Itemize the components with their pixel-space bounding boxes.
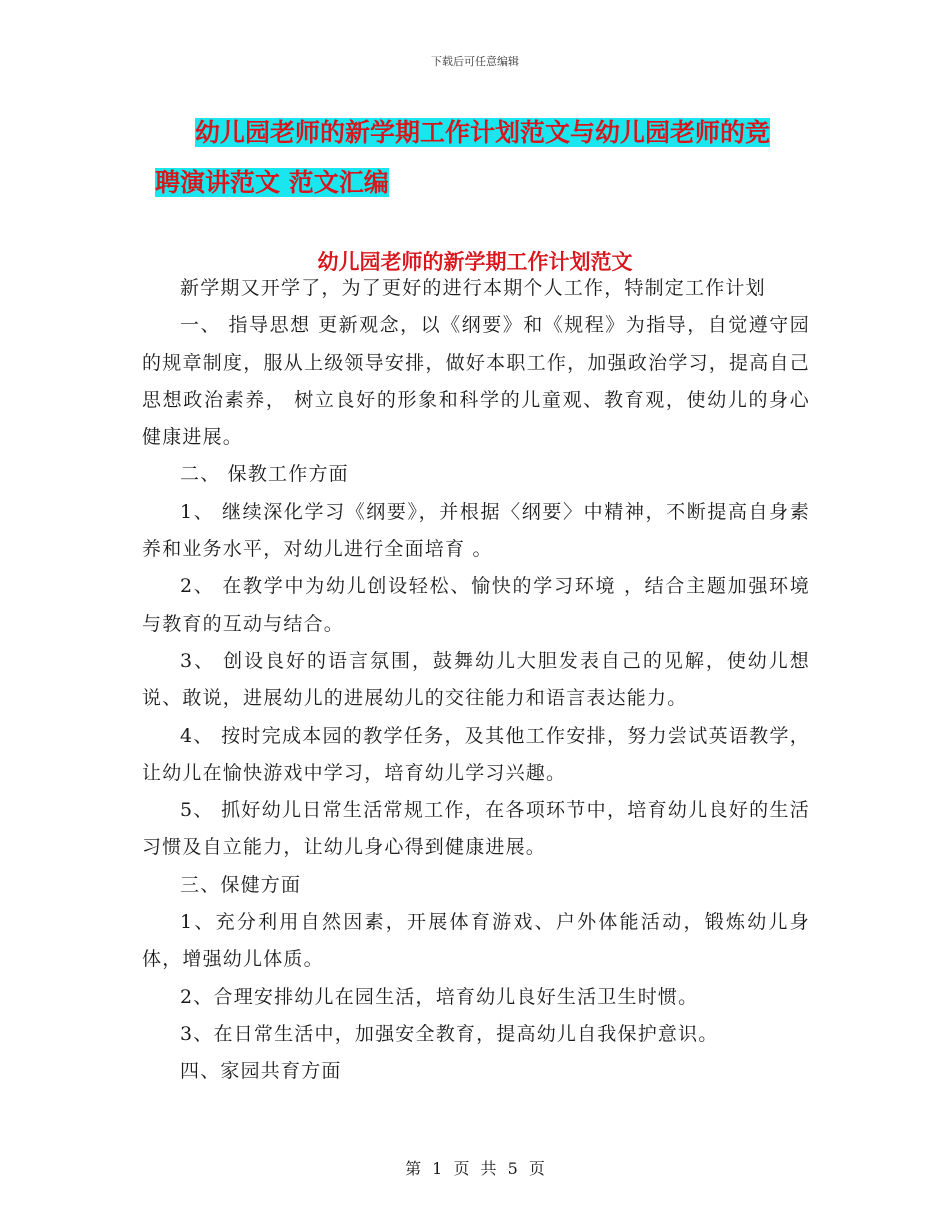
paragraph: 三、保健方面 (180, 873, 302, 896)
paragraph: 1、充分利用自然因素，开展体育游戏、户外体能活动，锻炼幼儿身体，增强幼儿体质。 (142, 911, 810, 971)
title-line-1: 幼儿园老师的新学期工作计划范文与幼儿园老师的竞 (195, 118, 771, 147)
body-text (142, 270, 810, 1091)
paragraph: 二、 保教工作方面 (180, 463, 349, 486)
document-title (155, 108, 815, 208)
header-note: 下载后可任意编辑 (431, 55, 519, 68)
paragraph: 新学期又开学了，为了更好的进行本期个人工作，特制定工作计划 (180, 277, 766, 299)
paragraph: 2、合理安排幼儿在园生活，培育幼儿良好生活卫生时惯。 (180, 985, 699, 1008)
paragraph: 一、 指导思想 更新观念，以《纲要》和《规程》为指导，自觉遵守园的规章制度，服从上级领导安排，做好本职工作，加强政治学习，提高自己思想政治素养， 树立良好的形象和科学的儿童观、教育观，使幼儿的身心健康进展。 (142, 314, 810, 449)
paragraph: 2、 在教学中为幼儿创设轻松、愉快的学习环境 ，结合主题加强环境与教育的互动与结合。 (142, 575, 810, 635)
paragraph: 3、 创设良好的语言氛围，鼓舞幼儿大胆发表自己的见解，使幼儿想说、敢说，进展幼儿的进展幼儿的交往能力和语言表达能力。 (142, 649, 810, 710)
paragraph: 3、在日常生活中，加强安全教育，提高幼儿自我保护意识。 (180, 1022, 719, 1045)
page-footer: 第 1 页 共 5 页 (405, 1159, 545, 1178)
title-line-2: 聘演讲范文 范文汇编 (155, 168, 389, 197)
paragraph: 5、 抓好幼儿日常生活常规工作，在各项环节中，培育幼儿良好的生活习惯及自立能力，让幼儿身心得到健康进展。 (142, 799, 810, 859)
paragraph: 四、家园共育方面 (180, 1060, 342, 1083)
paragraph: 4、 按时完成本园的教学任务，及其他工作安排，努力尝试英语教学，让幼儿在愉快游戏中学习，培育幼儿学习兴趣。 (142, 724, 810, 784)
paragraph: 1、 继续深化学习《纲要》，并根据〈纲要〉中精神，不断提高自身素养和业务水平，对幼儿进行全面培育 。 (142, 500, 810, 561)
section-title: 幼儿园老师的新学期工作计划范文 (317, 250, 633, 274)
